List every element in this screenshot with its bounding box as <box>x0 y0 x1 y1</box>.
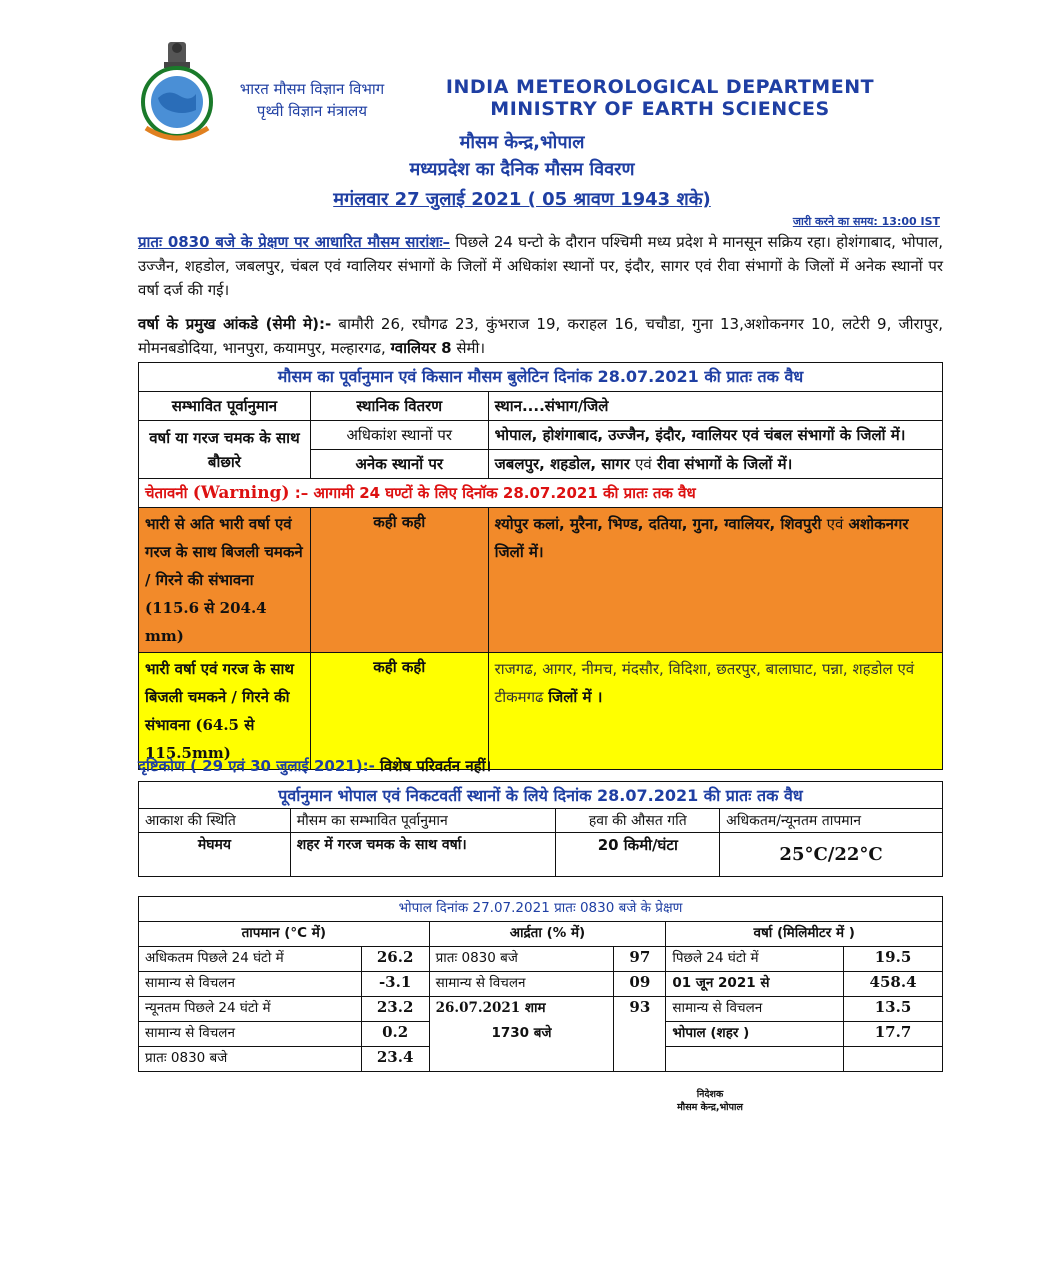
row2-places <box>488 450 942 479</box>
obs-t-value: -3.1 <box>361 972 429 997</box>
org-english-line1: INDIA METEOROLOGICAL DEPARTMENT <box>445 76 875 98</box>
orange-distribution: कही कही <box>310 508 488 653</box>
obs-t-label: प्रातः 0830 बजे <box>139 1047 362 1072</box>
summary-heading: प्रातः 0830 बजे के प्रेक्षण पर आधारित मौसम सारांशः– <box>138 233 451 251</box>
rain-heading: वर्षा के प्रमुख आंकडे (सेमी मे):- <box>138 315 332 333</box>
row2-distribution: अनेक स्थानों पर <box>310 450 488 479</box>
forecast-col3: स्थान....संभाग/जिले <box>488 392 942 421</box>
obs-r-value: 17.7 <box>844 1022 943 1047</box>
warning-label-en: (Warning) <box>192 483 290 503</box>
obs-r-value: 19.5 <box>844 947 943 972</box>
obs-r-value: 13.5 <box>844 997 943 1022</box>
obs-t-label: सामान्य से विचलन <box>139 1022 362 1047</box>
obs-h-label <box>429 1047 614 1072</box>
row2-places-a: जबलपुर, शहडोल, सागर <box>494 455 630 473</box>
yellow-event-text: भारी वर्षा एवं गरज के साथ बिजली चमकने / गिरने की <box>145 660 294 706</box>
rain-end: सेमी। <box>456 339 486 357</box>
issue-time: जारी करने का समय: 13:00 IST <box>792 215 940 228</box>
signature-office: मौसम केन्द्र,भोपाल <box>677 1102 743 1113</box>
yellow-event-range: संभावना (64.5 से 115.5mm) <box>145 716 255 762</box>
orange-event <box>139 508 311 653</box>
forecast-col2: स्थानिक वितरण <box>310 392 488 421</box>
bf-weather: शहर में गरज चमक के साथ वर्षा। <box>290 833 556 877</box>
report-title: मध्यप्रदेश का दैनिक मौसम विवरण <box>409 159 635 180</box>
bf-header-temp: अधिकतम/न्यूनतम तापमान <box>720 809 943 833</box>
orange-places-c: अशोकनगर जिलों में। <box>494 515 909 561</box>
forecast-col1: सम्भावित पूर्वानुमान <box>139 392 311 421</box>
rain-gwalior: ग्वालियर 8 <box>390 339 452 357</box>
yellow-places-text: राजगढ, आगर, नीमच, मंदसौर, विदिशा, छतरपुर, बालाघाट, पन्ना, शहडोल एवं टीकमगढ <box>494 660 915 706</box>
obs-r-label: 01 जून 2021 से <box>666 972 844 997</box>
obs-h-value: 93 <box>614 997 666 1022</box>
yellow-places <box>488 653 942 770</box>
bf-temp: 25°C/22°C <box>720 833 943 877</box>
orange-range: (115.6 से 204.4 mm) <box>145 599 267 645</box>
warning-label: चेतावनी <box>145 484 188 502</box>
rain-text: बामौरी 26, रघौगढ 23, कुंभराज 19, कराहल 16, चचौडा, गुना 13,अशोकनगर 10, लटेरी 9, जीरापुर, मोमनबडोदिया, भानपुरा, कयामपुर, मल्हारगढ, <box>138 315 943 357</box>
obs-r-label: सामान्य से विचलन <box>666 997 844 1022</box>
rainfall-data <box>138 312 943 360</box>
obs-header-humidity: आर्द्रता (% में) <box>429 922 666 947</box>
bf-header-sky: आकाश की स्थिति <box>139 809 291 833</box>
obs-t-label: सामान्य से विचलन <box>139 972 362 997</box>
obs-row <box>139 997 943 1022</box>
forecast-title: मौसम का पूर्वानुमान एवं किसान मौसम बुलेटिन दिनांक 28.07.2021 की प्रातः तक वैध <box>139 363 943 392</box>
weather-summary <box>138 230 943 302</box>
obs-r-value <box>844 1047 943 1072</box>
obs-t-value: 26.2 <box>361 947 429 972</box>
org-name-hindi <box>222 78 402 122</box>
org-hindi-line1: भारत मौसम विज्ञान विभाग <box>239 80 385 98</box>
obs-t-value: 23.4 <box>361 1047 429 1072</box>
forecast-table <box>138 362 943 770</box>
forecast-event: वर्षा या गरज चमक के साथ बौछारे <box>139 421 311 479</box>
warning-header <box>139 479 943 508</box>
obs-t-value: 23.2 <box>361 997 429 1022</box>
obs-row <box>139 1047 943 1072</box>
bf-header-weather: मौसम का सम्भावित पूर्वानुमान <box>290 809 556 833</box>
obs-t-label: अधिकतम पिछले 24 घंटो में <box>139 947 362 972</box>
obs-title: भोपाल दिनांक 27.07.2021 प्रातः 0830 बजे के प्रेक्षण <box>139 897 943 922</box>
observations-table <box>138 896 943 1072</box>
obs-r-value: 458.4 <box>844 972 943 997</box>
row2-places-b: एवं <box>635 455 652 473</box>
signature <box>660 1088 760 1114</box>
obs-header-rain: वर्षा (मिलिमीटर में ) <box>666 922 943 947</box>
obs-t-label: न्यूनतम पिछले 24 घंटो में <box>139 997 362 1022</box>
bf-sky: मेघमय <box>139 833 291 877</box>
bhopal-forecast-table <box>138 781 943 877</box>
obs-h-value: 09 <box>614 972 666 997</box>
obs-row <box>139 972 943 997</box>
outlook-text: विशेष परिवर्तन नहीं। <box>380 757 492 775</box>
obs-h-label: 1730 बजे <box>429 1022 614 1047</box>
centre-name: मौसम केन्द्र,भोपाल <box>459 132 585 153</box>
obs-h-value <box>614 1047 666 1072</box>
obs-h-label: 26.07.2021 शाम <box>429 997 614 1022</box>
outlook <box>138 756 943 776</box>
bhopal-forecast-title: पूर्वानुमान भोपाल एवं निकटवर्ती स्थानों के लिये दिनांक 28.07.2021 की प्रातः तक वैध <box>139 782 943 809</box>
report-date: मगंलवार 27 जुलाई 2021 ( 05 श्रावण 1943 शके) <box>333 189 711 210</box>
obs-r-label: पिछले 24 घंटो में <box>666 947 844 972</box>
obs-h-value <box>614 1022 666 1047</box>
signature-title: निदेशक <box>696 1089 724 1100</box>
bf-header-wind: हवा की औसत गति <box>556 809 720 833</box>
obs-row <box>139 1022 943 1047</box>
row1-places: भोपाल, होशंगाबाद, उज्जैन, इंदौर, ग्वालियर एवं चंबल संभागों के जिलों में। <box>488 421 942 450</box>
outlook-label: दृष्टिकोण ( 29 एवं 30 जुलाई 2021):- <box>138 757 375 775</box>
warning-text: :– आगामी 24 घण्टों के लिए दिनॉक 28.07.2021 की प्रातः तक वैध <box>294 484 696 502</box>
row2-places-c: रीवा संभागों के जिलों में। <box>656 455 793 473</box>
yellow-distribution: कही कही <box>310 653 488 770</box>
summary-text: पिछले 24 घन्टो के दौरान पश्चिमी मध्य प्रदेश मे मानसून सक्रिय रहा। होशंगाबाद, भोपाल, उज्जैन, शहडोल, जबलपुर, चंबल एवं ग्वालियर संभागों के जिलों में अधिकांश स्थानों पर, इंदौर, सागर एवं रीवा संभागों के जिलों में अनेक स्थानों पर वर्षा दर्ज की गई। <box>138 233 943 299</box>
obs-t-value: 0.2 <box>361 1022 429 1047</box>
row1-distribution: अधिकांश स्थानों पर <box>310 421 488 450</box>
obs-h-label: प्रातः 0830 बजे <box>429 947 614 972</box>
orange-warning-row <box>139 508 943 653</box>
obs-row <box>139 947 943 972</box>
obs-h-value: 97 <box>614 947 666 972</box>
org-english-line2: MINISTRY OF EARTH SCIENCES <box>490 98 830 120</box>
org-hindi-line2: पृथ्वी विज्ञान मंत्रालय <box>256 102 368 120</box>
obs-header-temp: तापमान (°C में) <box>139 922 430 947</box>
obs-r-label: भोपाल (शहर ) <box>666 1022 844 1047</box>
orange-places <box>488 508 942 653</box>
obs-h-label: सामान्य से विचलन <box>429 972 614 997</box>
orange-places-b: एवं <box>826 515 844 533</box>
orange-places-a: श्योपुर कलां, मुरैना, भिण्ड, दतिया, गुना, ग्वालियर, शिवपुरी <box>494 515 822 533</box>
obs-r-label <box>666 1047 844 1072</box>
bf-wind: 20 किमी/घंटा <box>556 833 720 877</box>
yellow-places-end: जिलों में । <box>548 688 603 706</box>
yellow-event <box>139 653 311 770</box>
yellow-warning-row <box>139 653 943 770</box>
org-name-english <box>420 76 900 120</box>
orange-event-text: भारी से अति भारी वर्षा एवं गरज के साथ बिजली चमकने / गिरने की संभावना <box>145 515 303 589</box>
